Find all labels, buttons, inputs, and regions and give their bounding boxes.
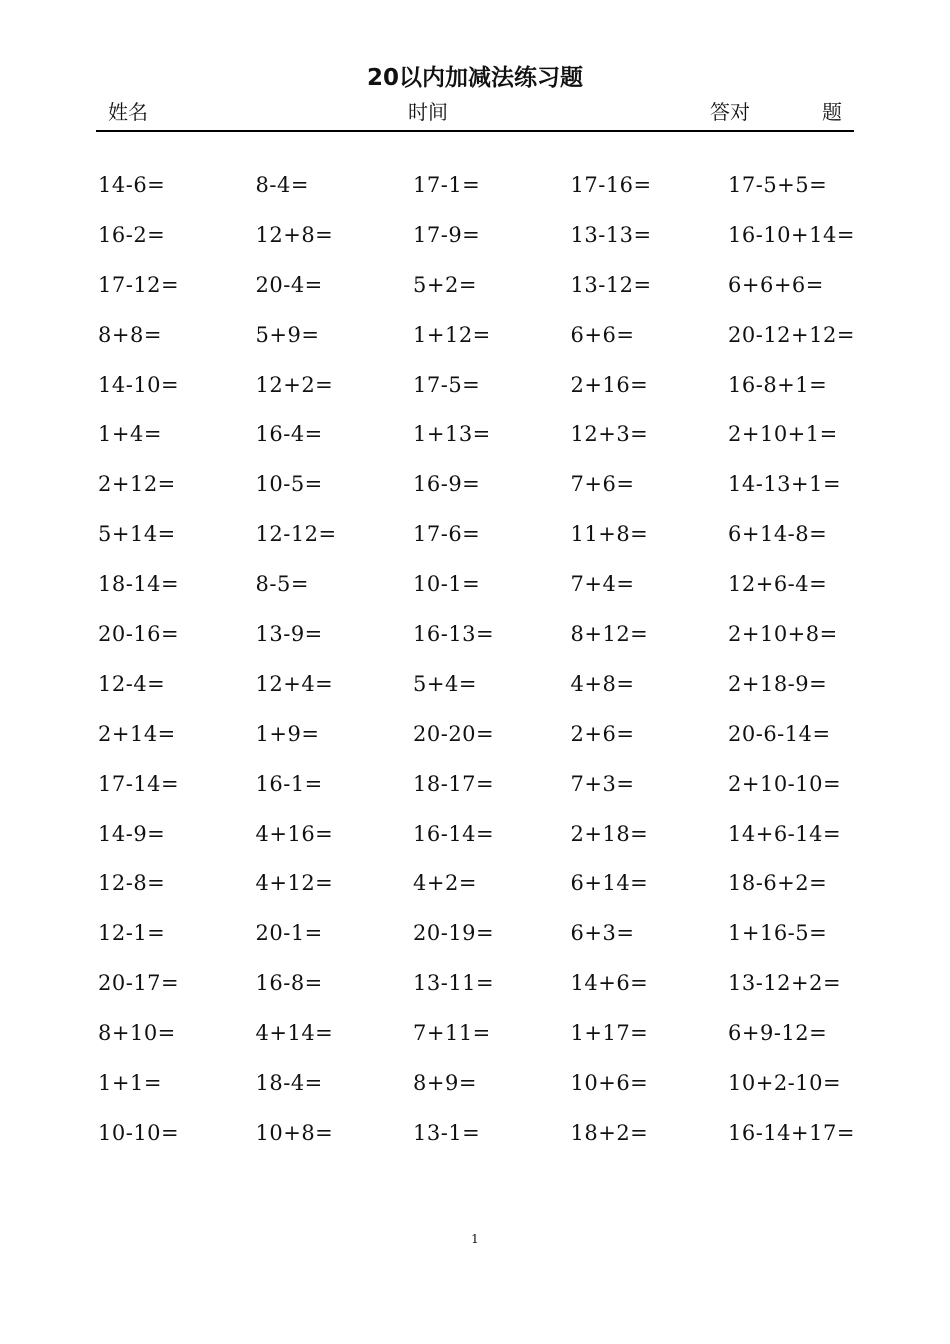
arithmetic-problem: 10+8= xyxy=(255,1120,334,1145)
arithmetic-problem: 8+10= xyxy=(98,1021,176,1046)
arithmetic-problem: 14-9= xyxy=(98,821,166,846)
arithmetic-problem: 16-8+1= xyxy=(728,372,828,397)
header-divider xyxy=(96,130,854,132)
arithmetic-problem: 16-2= xyxy=(98,222,166,247)
arithmetic-problem: 13-11= xyxy=(413,971,495,996)
problem-row xyxy=(98,310,898,360)
problem-row xyxy=(98,1058,898,1108)
arithmetic-problem: 8-4= xyxy=(255,172,309,197)
problem-row xyxy=(98,908,898,958)
questions-unit-label: 题 xyxy=(822,100,842,124)
arithmetic-problem: 5+4= xyxy=(413,671,477,696)
arithmetic-problem: 20-1= xyxy=(255,921,323,946)
arithmetic-problem: 1+13= xyxy=(413,422,491,447)
arithmetic-problem: 18-14= xyxy=(98,572,180,597)
arithmetic-problem: 12+4= xyxy=(255,671,334,696)
arithmetic-problem: 16-14+17= xyxy=(728,1120,855,1145)
arithmetic-problem: 18-6+2= xyxy=(728,871,828,896)
arithmetic-problem: 17-6= xyxy=(413,522,481,547)
arithmetic-problem: 18-4= xyxy=(255,1070,323,1095)
correct-count-label: 答对 xyxy=(710,100,750,124)
arithmetic-problem: 13-9= xyxy=(255,621,323,646)
arithmetic-problem: 2+6= xyxy=(570,721,635,746)
arithmetic-problem: 16-1= xyxy=(255,771,323,796)
problem-row xyxy=(98,360,898,410)
arithmetic-problem: 7+4= xyxy=(570,572,635,597)
arithmetic-problem: 10-5= xyxy=(255,472,323,497)
problem-row xyxy=(98,260,898,310)
arithmetic-problem: 10-10= xyxy=(98,1120,180,1145)
problem-row xyxy=(98,809,898,859)
arithmetic-problem: 7+11= xyxy=(413,1021,491,1046)
worksheet-header xyxy=(96,97,854,127)
arithmetic-problem: 13-12+2= xyxy=(728,971,842,996)
arithmetic-problem: 7+6= xyxy=(570,472,635,497)
arithmetic-problem: 2+10+8= xyxy=(728,621,838,646)
problem-row xyxy=(98,509,898,559)
arithmetic-problem: 7+3= xyxy=(570,771,635,796)
arithmetic-problem: 20-6-14= xyxy=(728,721,831,746)
problem-row xyxy=(98,858,898,908)
arithmetic-problem: 12+2= xyxy=(255,372,334,397)
page-number: 1 xyxy=(471,1232,479,1246)
arithmetic-problem: 8+9= xyxy=(413,1070,477,1095)
arithmetic-problem: 17-1= xyxy=(413,172,481,197)
problem-row xyxy=(98,958,898,1008)
arithmetic-problem: 14-13+1= xyxy=(728,472,842,497)
arithmetic-problem: 18+2= xyxy=(570,1120,649,1145)
arithmetic-problem: 13-13= xyxy=(570,222,652,247)
arithmetic-problem: 4+8= xyxy=(570,671,635,696)
arithmetic-problem: 10-1= xyxy=(413,572,481,597)
arithmetic-problem: 5+2= xyxy=(413,272,477,297)
arithmetic-problem: 12+3= xyxy=(570,422,649,447)
arithmetic-problem: 2+12= xyxy=(98,472,176,497)
arithmetic-problem: 18-17= xyxy=(413,771,495,796)
arithmetic-problem: 17-5+5= xyxy=(728,172,828,197)
arithmetic-problem: 2+16= xyxy=(570,372,649,397)
arithmetic-problem: 17-9= xyxy=(413,222,481,247)
name-label: 姓名 xyxy=(108,100,148,124)
arithmetic-problem: 14+6= xyxy=(570,971,649,996)
arithmetic-problem: 6+3= xyxy=(570,921,635,946)
arithmetic-problem: 8+12= xyxy=(570,621,649,646)
arithmetic-problem: 20-17= xyxy=(98,971,180,996)
arithmetic-problem: 8+8= xyxy=(98,322,162,347)
arithmetic-problem: 1+12= xyxy=(413,322,491,347)
arithmetic-problem: 4+14= xyxy=(255,1021,334,1046)
arithmetic-problem: 4+2= xyxy=(413,871,477,896)
problem-row xyxy=(98,559,898,609)
problem-row xyxy=(98,709,898,759)
arithmetic-problem: 1+1= xyxy=(98,1070,162,1095)
arithmetic-problem: 17-16= xyxy=(570,172,652,197)
arithmetic-problem: 6+9-12= xyxy=(728,1021,828,1046)
arithmetic-problem: 20-12+12= xyxy=(728,322,855,347)
worksheet-title: 20以内加减法练习题 xyxy=(366,65,583,91)
arithmetic-problem: 6+14-8= xyxy=(728,522,828,547)
arithmetic-problem: 2+14= xyxy=(98,721,176,746)
arithmetic-problem: 20-16= xyxy=(98,621,180,646)
arithmetic-problem: 1+17= xyxy=(570,1021,649,1046)
arithmetic-problem: 16-4= xyxy=(255,422,323,447)
problem-row xyxy=(98,759,898,809)
problem-row xyxy=(98,160,898,210)
arithmetic-problem: 20-20= xyxy=(413,721,495,746)
arithmetic-problem: 6+6= xyxy=(570,322,635,347)
arithmetic-problem: 11+8= xyxy=(570,522,649,547)
arithmetic-problem: 20-19= xyxy=(413,921,495,946)
arithmetic-problem: 16-13= xyxy=(413,621,495,646)
problem-row xyxy=(98,659,898,709)
arithmetic-problem: 13-12= xyxy=(570,272,652,297)
arithmetic-problem: 12+8= xyxy=(255,222,334,247)
arithmetic-problem: 2+10-10= xyxy=(728,771,842,796)
arithmetic-problem: 4+12= xyxy=(255,871,334,896)
arithmetic-problem: 1+4= xyxy=(98,422,162,447)
arithmetic-problem: 12-12= xyxy=(255,522,337,547)
arithmetic-problem: 2+10+1= xyxy=(728,422,838,447)
arithmetic-problem: 16-8= xyxy=(255,971,323,996)
problem-row xyxy=(98,409,898,459)
arithmetic-problem: 4+16= xyxy=(255,821,334,846)
arithmetic-problem: 20-4= xyxy=(255,272,323,297)
arithmetic-problem: 1+9= xyxy=(255,721,320,746)
arithmetic-problem: 6+6+6= xyxy=(728,272,824,297)
arithmetic-problem: 2+18= xyxy=(570,821,649,846)
problem-row xyxy=(98,1008,898,1058)
arithmetic-problem: 17-5= xyxy=(413,372,481,397)
arithmetic-problem: 1+16-5= xyxy=(728,921,828,946)
arithmetic-problem: 14-10= xyxy=(98,372,180,397)
arithmetic-problem: 8-5= xyxy=(255,572,309,597)
problem-row xyxy=(98,609,898,659)
arithmetic-problem: 16-9= xyxy=(413,472,481,497)
arithmetic-problem: 6+14= xyxy=(570,871,649,896)
arithmetic-problem: 12-1= xyxy=(98,921,166,946)
arithmetic-problem: 12+6-4= xyxy=(728,572,828,597)
problem-grid xyxy=(98,160,898,1158)
arithmetic-problem: 5+14= xyxy=(98,522,176,547)
arithmetic-problem: 5+9= xyxy=(255,322,320,347)
arithmetic-problem: 14-6= xyxy=(98,172,166,197)
arithmetic-problem: 10+6= xyxy=(570,1070,649,1095)
problem-row xyxy=(98,1108,898,1158)
arithmetic-problem: 17-12= xyxy=(98,272,180,297)
arithmetic-problem: 14+6-14= xyxy=(728,821,842,846)
arithmetic-problem: 12-4= xyxy=(98,671,166,696)
time-label: 时间 xyxy=(408,100,448,124)
problem-row xyxy=(98,210,898,260)
arithmetic-problem: 16-10+14= xyxy=(728,222,855,247)
arithmetic-problem: 13-1= xyxy=(413,1120,481,1145)
problem-row xyxy=(98,459,898,509)
arithmetic-problem: 12-8= xyxy=(98,871,166,896)
arithmetic-problem: 2+18-9= xyxy=(728,671,828,696)
arithmetic-problem: 10+2-10= xyxy=(728,1070,842,1095)
arithmetic-problem: 16-14= xyxy=(413,821,495,846)
arithmetic-problem: 17-14= xyxy=(98,771,180,796)
